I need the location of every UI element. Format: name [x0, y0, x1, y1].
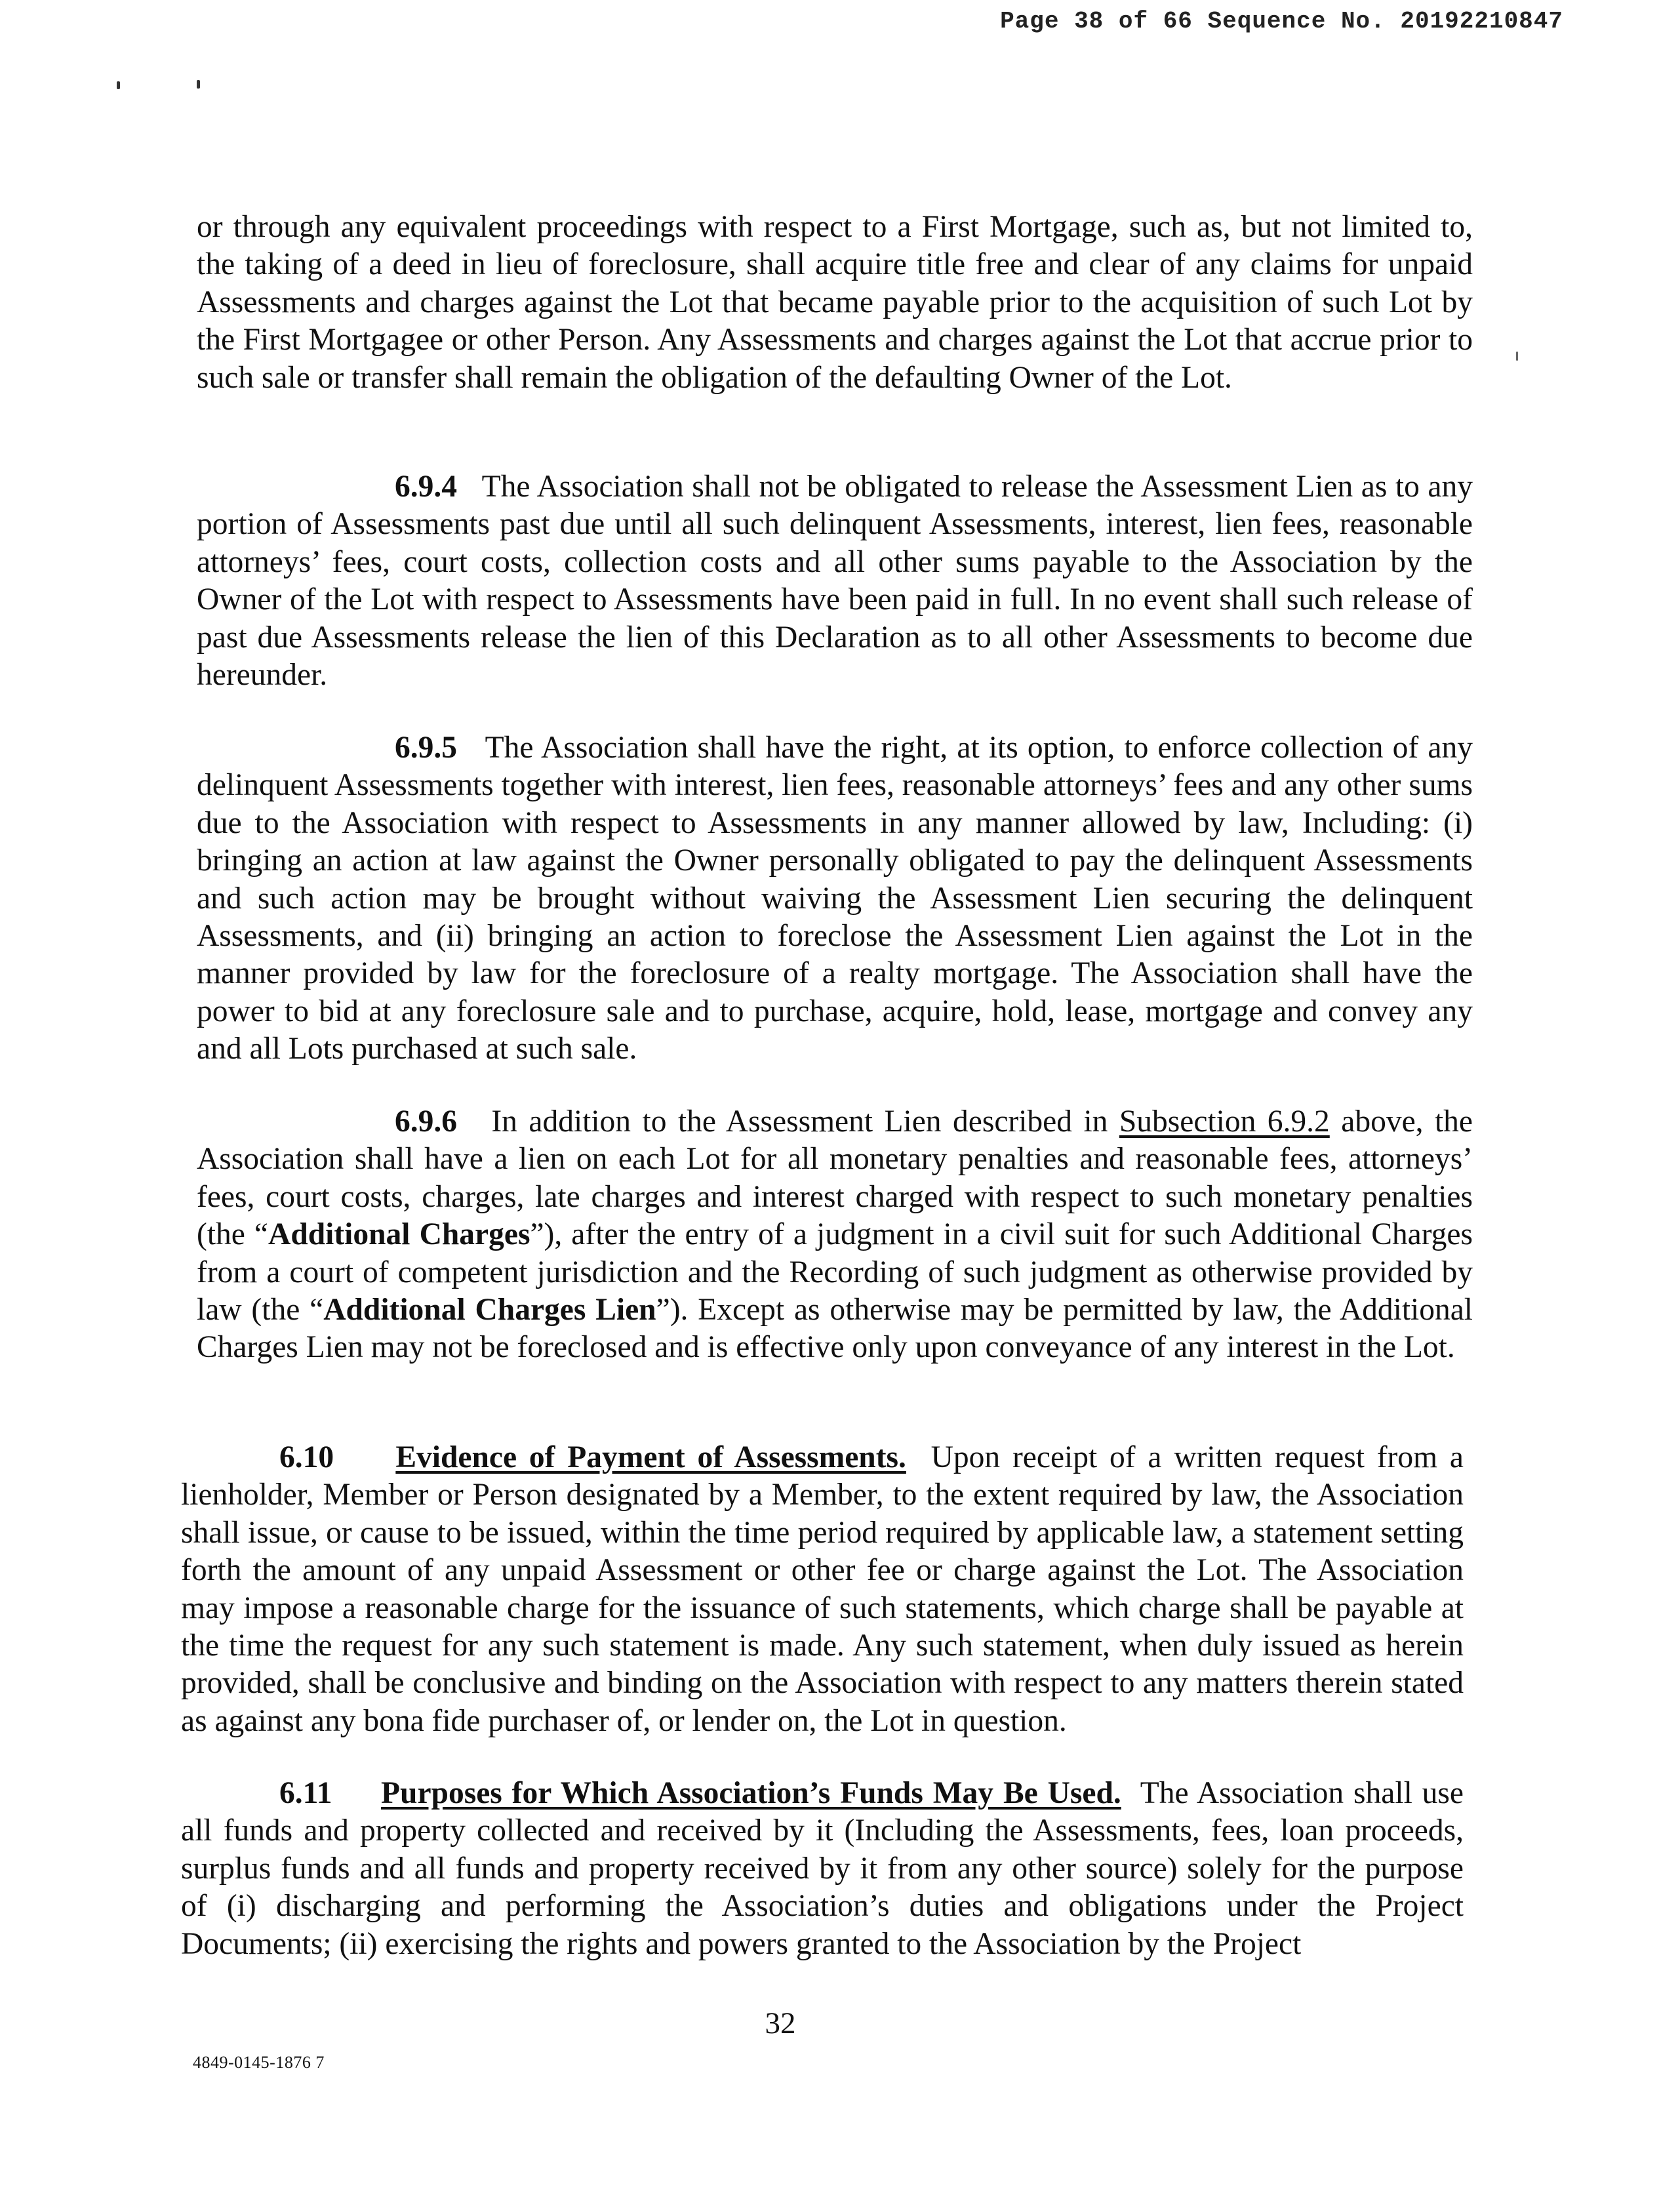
document-id: 4849-0145-1876 7 [193, 2053, 325, 2072]
scan-mark [1516, 352, 1518, 361]
page-sequence-stamp: Page 38 of 66 Sequence No. 20192210847 [1000, 8, 1563, 35]
subsection-text: In addition to the Assessment Lien described in [491, 1104, 1119, 1139]
defined-term: Additional Charges Lien [323, 1293, 656, 1327]
section-number: 6.10 [279, 1440, 334, 1474]
section-heading: Evidence of Payment of Assessments. [395, 1440, 906, 1474]
section-heading: Purposes for Which Association’s Funds May Be Used. [381, 1776, 1121, 1810]
subsection-number: 6.9.4 [395, 470, 457, 504]
subsection-text: The Association shall have the right, at its option, to enforce collection of any delinquent Assessments together with interest, lien fees, reasonable attorneys’ fees and any other sums due to the Association with respect to Assessments in any manner allowed by law, Including: (i) bringing an action at law against the Owner personally obligated to pay the delinquent Assessments and such action may be brought without waiving the Assessment Lien securing the delinquent Assessments, and (ii) bringing an action to foreclose the Assessment Lien against the Lot in the manner provided by law for the foreclosure of a realty mortgage. The Association shall have the power to bid at any foreclosure sale and to purchase, acquire, hold, lease, mortgage and convey any and all Lots purchased at such sale. [197, 731, 1473, 1066]
subsection-6-9-6 [197, 1103, 1473, 1367]
section-text: The Association shall use all funds and property collected and received by it (Including the Assessments, fees, loan proceeds, surplus funds and all funds and property received by it from any other source) solely for the purpose of (i) discharging and performing the Association’s duties and obligations under the Project Documents; (ii) exercising the rights and powers granted to the Association by the Project [181, 1776, 1464, 1961]
subsection-text: ”), after the entry of a judgment in a civil suit for such Additional Charges from a court of competent jurisdiction and the Recording of such judgment as otherwise provided by law (the “ [197, 1217, 1473, 1327]
scan-mark [197, 80, 200, 89]
section-6-10 [181, 1439, 1464, 1740]
carry-over-paragraph [197, 209, 1473, 397]
subsection-6-9-4 [197, 468, 1473, 694]
cross-reference-link: Subsection 6.9.2 [1119, 1104, 1330, 1139]
section-6-11 [181, 1775, 1464, 1963]
scan-mark [117, 81, 120, 89]
subsection-6-9-5 [197, 729, 1473, 1068]
subsection-number: 6.9.6 [395, 1104, 457, 1139]
subsection-text: ”). Except as otherwise may be permitted by law, the Additional Charges Lien may not be foreclosed and is effective only upon conveyance of any interest in the Lot. [197, 1293, 1473, 1365]
subsection-text: The Association shall not be obligated to release the Assessment Lien as to any portion of Assessments past due until all such delinquent Assessments, interest, lien fees, reasonable attorneys’ fees, court costs, collection costs and all other sums payable to the Association by the Owner of the Lot with respect to Assessments have been paid in full. In no event shall such release of past due Assessments release the lien of this Declaration as to all other Assessments to become due hereunder. [197, 470, 1473, 693]
subsection-number: 6.9.5 [395, 731, 457, 765]
subsection-text: above, the Association shall have a lien on each Lot for all monetary penalties and reasonable fees, attorneys’ fees, court costs, charges, late charges and interest charged with respect to such monetary penalties (the “ [197, 1104, 1473, 1252]
section-number: 6.11 [279, 1776, 332, 1810]
section-text: Upon receipt of a written request from a lienholder, Member or Person designated by a Member, to the extent required by law, the Association shall issue, or cause to be issued, within the time period required by applicable law, a statement setting forth the amount of any unpaid Assessment or other fee or charge against the Lot. The Association may impose a reasonable charge for the issuance of such statements, which charge shall be payable at the time the request for any such statement is made. Any such statement, when duly issued as herein provided, shall be conclusive and binding on the Association with respect to any matters therein stated as against any bona fide purchaser of, or lender on, the Lot in question. [181, 1440, 1464, 1738]
paragraph-text: or through any equivalent proceedings with respect to a First Mortgage, such as, but not limited to, the taking of a deed in lieu of foreclosure, shall acquire title free and clear of any claims for unpaid Assessments and charges against the Lot that became payable prior to the acquisition of such Lot by the First Mortgagee or other Person. Any Assessments and charges against the Lot that accrue prior to such sale or transfer shall remain the obligation of the defaulting Owner of the Lot. [197, 210, 1473, 395]
page-number: 32 [765, 2006, 796, 2040]
defined-term: Additional Charges [268, 1217, 530, 1252]
